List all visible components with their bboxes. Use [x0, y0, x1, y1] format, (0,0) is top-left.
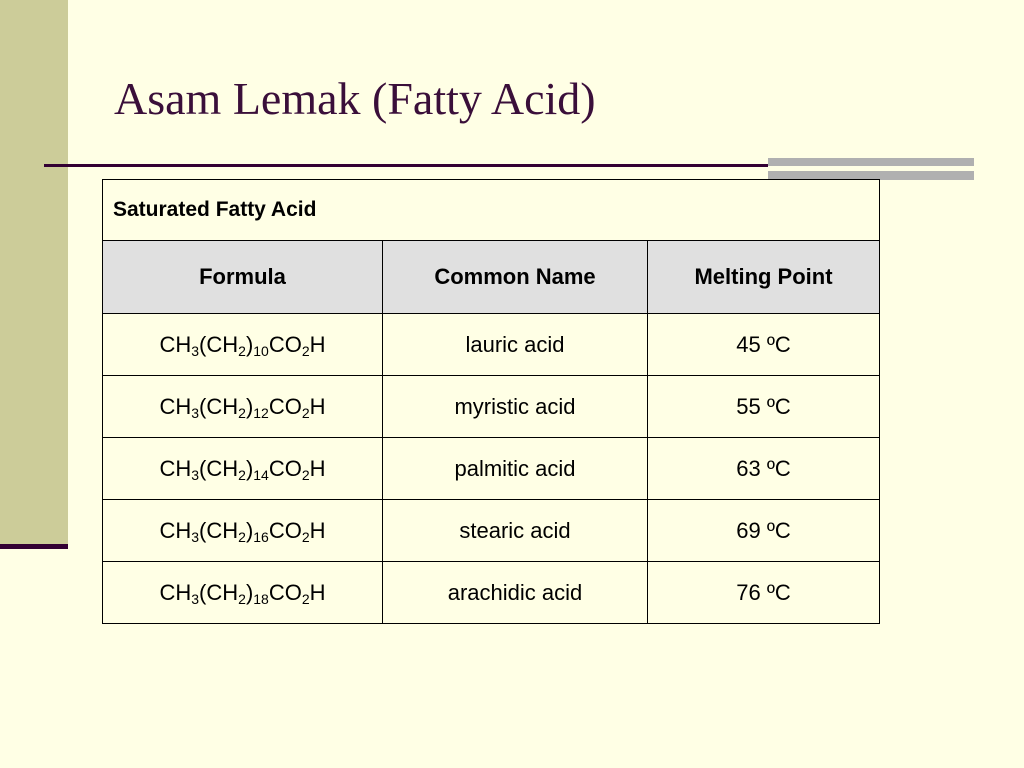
- formula-subscript: 3: [191, 466, 200, 483]
- formula-text: H: [309, 517, 326, 543]
- column-header-common-name: Common Name: [383, 241, 648, 314]
- formula-text: CO: [268, 393, 302, 419]
- formula-text: CH: [159, 331, 192, 357]
- formula-subscript: 2: [301, 466, 310, 483]
- formula-subscript: 16: [253, 528, 269, 545]
- common-name-cell: myristic acid: [383, 376, 648, 438]
- formula-cell: [103, 376, 383, 438]
- formula-subscript: 12: [253, 404, 269, 421]
- table-row: [103, 314, 880, 376]
- formula-text: CO: [268, 331, 302, 357]
- title-divider: [44, 164, 772, 167]
- melting-point-cell: 69 ºC: [648, 500, 880, 562]
- common-name-cell: palmitic acid: [383, 438, 648, 500]
- table-caption: Saturated Fatty Acid: [103, 180, 880, 241]
- formula-text: ): [245, 331, 254, 357]
- formula-text: ): [245, 517, 254, 543]
- formula-cell: [103, 314, 383, 376]
- fatty-acid-table: [102, 179, 880, 624]
- formula-subscript: 2: [238, 528, 246, 545]
- formula-text: CH: [159, 579, 192, 605]
- formula-subscript: 2: [238, 342, 246, 359]
- melting-point-cell: 76 ºC: [648, 562, 880, 624]
- left-bar-accent-line: [0, 544, 68, 549]
- table-header-row: [103, 241, 880, 314]
- table-row: [103, 438, 880, 500]
- formula-text: H: [309, 331, 326, 357]
- formula-text: CH: [159, 393, 192, 419]
- melting-point-cell: 55 ºC: [648, 376, 880, 438]
- formula-subscript: 2: [238, 590, 246, 607]
- formula-subscript: 3: [191, 528, 200, 545]
- common-name-cell: stearic acid: [383, 500, 648, 562]
- formula-text: CO: [268, 517, 302, 543]
- table-row: [103, 562, 880, 624]
- formula-subscript: 18: [253, 590, 269, 607]
- left-decorative-bar: [0, 0, 68, 548]
- formula-text: ): [245, 393, 254, 419]
- column-header-melting-point: Melting Point: [648, 241, 880, 314]
- formula-subscript: 3: [191, 404, 200, 421]
- formula-text: CO: [268, 579, 302, 605]
- formula-text: ): [245, 455, 254, 481]
- formula-subscript: 2: [238, 404, 246, 421]
- formula-subscript: 10: [253, 342, 269, 359]
- formula-text: CO: [268, 455, 302, 481]
- formula-text: (CH: [199, 517, 239, 543]
- title-divider-gray-accent: [768, 158, 974, 180]
- formula-text: H: [309, 393, 326, 419]
- formula-text: (CH: [199, 579, 239, 605]
- formula-cell: [103, 500, 383, 562]
- common-name-cell: arachidic acid: [383, 562, 648, 624]
- formula-text: (CH: [199, 455, 239, 481]
- formula-subscript: 2: [301, 528, 310, 545]
- formula-text: ): [245, 579, 254, 605]
- melting-point-cell: 45 ºC: [648, 314, 880, 376]
- formula-cell: [103, 438, 383, 500]
- column-header-formula: Formula: [103, 241, 383, 314]
- formula-subscript: 14: [253, 466, 269, 483]
- table-row: [103, 376, 880, 438]
- formula-subscript: 3: [191, 342, 200, 359]
- formula-subscript: 2: [238, 466, 246, 483]
- formula-text: (CH: [199, 393, 239, 419]
- formula-cell: [103, 562, 383, 624]
- formula-subscript: 2: [301, 590, 310, 607]
- formula-subscript: 2: [301, 342, 310, 359]
- common-name-cell: lauric acid: [383, 314, 648, 376]
- formula-text: CH: [159, 455, 192, 481]
- formula-text: CH: [159, 517, 192, 543]
- melting-point-cell: 63 ºC: [648, 438, 880, 500]
- formula-text: (CH: [199, 331, 239, 357]
- slide-title: Asam Lemak (Fatty Acid): [114, 73, 596, 124]
- table-caption-row: [103, 180, 880, 241]
- table-row: [103, 500, 880, 562]
- formula-subscript: 2: [301, 404, 310, 421]
- formula-text: H: [309, 579, 326, 605]
- formula-subscript: 3: [191, 590, 200, 607]
- formula-text: H: [309, 455, 326, 481]
